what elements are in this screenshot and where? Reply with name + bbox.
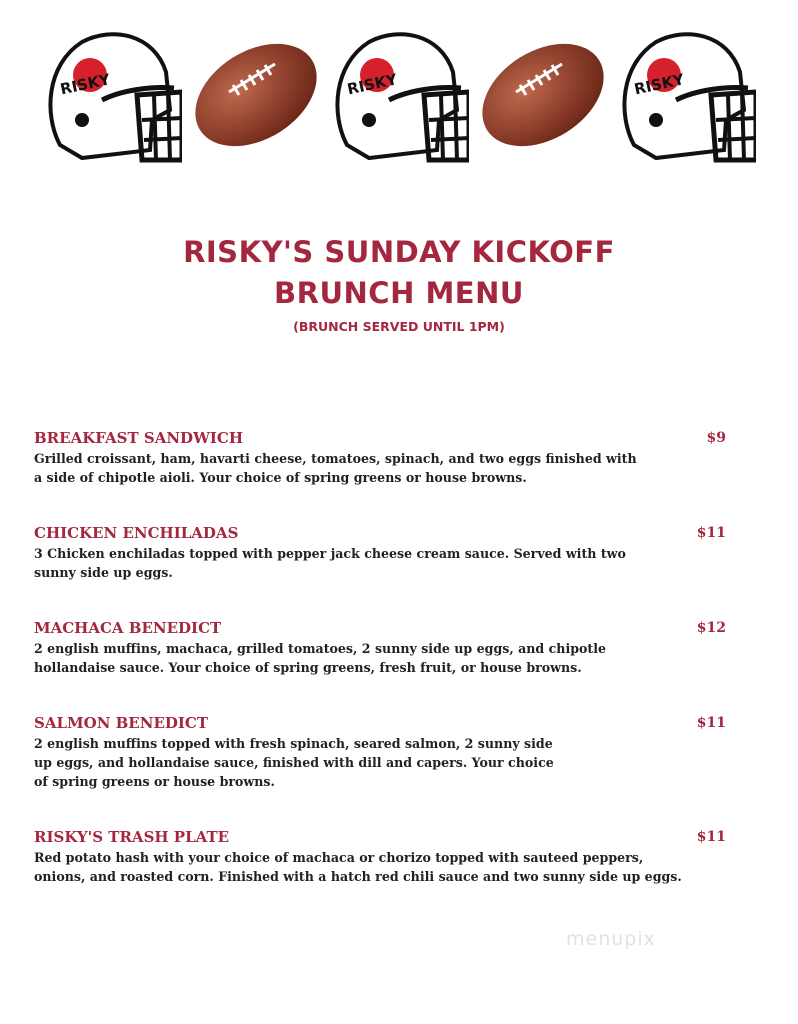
helmet-logo-text: RISKY bbox=[58, 70, 112, 99]
menu-item-name: RISKY'S TRASH PLATE bbox=[34, 828, 230, 846]
menu-item-salmon-benedict bbox=[34, 713, 734, 791]
description-line: Grilled croissant, ham, havarti cheese, tomatoes, spinach, and two eggs finished with bbox=[34, 451, 637, 466]
menu-item-description bbox=[34, 734, 734, 791]
menu-item-name: MACHACA BENEDICT bbox=[34, 619, 222, 637]
description-line: hollandaise sauce. Your choice of spring greens, fresh fruit, or house browns. bbox=[34, 660, 582, 675]
football-icon bbox=[478, 30, 608, 160]
helmet-logo-text: RISKY bbox=[345, 70, 399, 99]
menu-item-chicken-enchiladas bbox=[34, 523, 734, 582]
menu-item-description bbox=[34, 449, 734, 487]
menu-item-description bbox=[34, 544, 734, 582]
page-subtitle: (BRUNCH SERVED UNTIL 1PM) bbox=[293, 319, 505, 334]
description-line: Red potato hash with your choice of machaca or chorizo topped with sauteed peppers, bbox=[34, 850, 644, 865]
menu-item-description bbox=[34, 848, 734, 886]
menu-item-trash-plate bbox=[34, 827, 734, 886]
helmet-logo-text: RISKY bbox=[632, 70, 686, 99]
menu-item-name: SALMON BENEDICT bbox=[34, 714, 209, 732]
title-block bbox=[0, 232, 798, 334]
description-line: onions, and roasted corn. Finished with a hatch red chili sauce and two sunny side up eggs. bbox=[34, 869, 682, 884]
menu-item-name: BREAKFAST SANDWICH bbox=[34, 429, 244, 447]
description-line: 3 Chicken enchiladas topped with pepper jack cheese cream sauce. Served with two bbox=[34, 546, 626, 561]
description-line: of spring greens or house browns. bbox=[34, 774, 275, 789]
menu-item-breakfast-sandwich bbox=[34, 428, 734, 487]
page-title-line1: RISKY'S SUNDAY KICKOFF bbox=[183, 235, 615, 269]
description-line: a side of chipotle aioli. Your choice of spring greens or house browns. bbox=[34, 470, 527, 485]
description-line: sunny side up eggs. bbox=[34, 565, 173, 580]
description-line: up eggs, and hollandaise sauce, finished with dill and capers. Your choice bbox=[34, 755, 554, 770]
description-line: 2 english muffins, machaca, grilled tomatoes, 2 sunny side up eggs, and chipotle bbox=[34, 641, 607, 656]
helmet-icon bbox=[42, 20, 182, 170]
menu-item-name: CHICKEN ENCHILADAS bbox=[34, 524, 239, 542]
menu-item-price: $11 bbox=[696, 525, 726, 541]
menu-item-price: $11 bbox=[696, 715, 726, 731]
menu-item-machaca-benedict bbox=[34, 618, 734, 677]
menu-item-price: $9 bbox=[706, 430, 726, 446]
football-icon bbox=[191, 30, 321, 160]
page-title-line2: BRUNCH MENU bbox=[274, 276, 524, 310]
menu-list bbox=[34, 428, 734, 922]
description-line: 2 english muffins topped with fresh spinach, seared salmon, 2 sunny side bbox=[34, 736, 553, 751]
helmet-icon bbox=[616, 20, 756, 170]
helmet-icon bbox=[329, 20, 469, 170]
menu-item-description bbox=[34, 639, 734, 677]
banner bbox=[42, 20, 756, 170]
watermark: menupix bbox=[566, 928, 656, 950]
menu-item-price: $11 bbox=[696, 829, 726, 845]
menu-item-price: $12 bbox=[696, 620, 726, 636]
